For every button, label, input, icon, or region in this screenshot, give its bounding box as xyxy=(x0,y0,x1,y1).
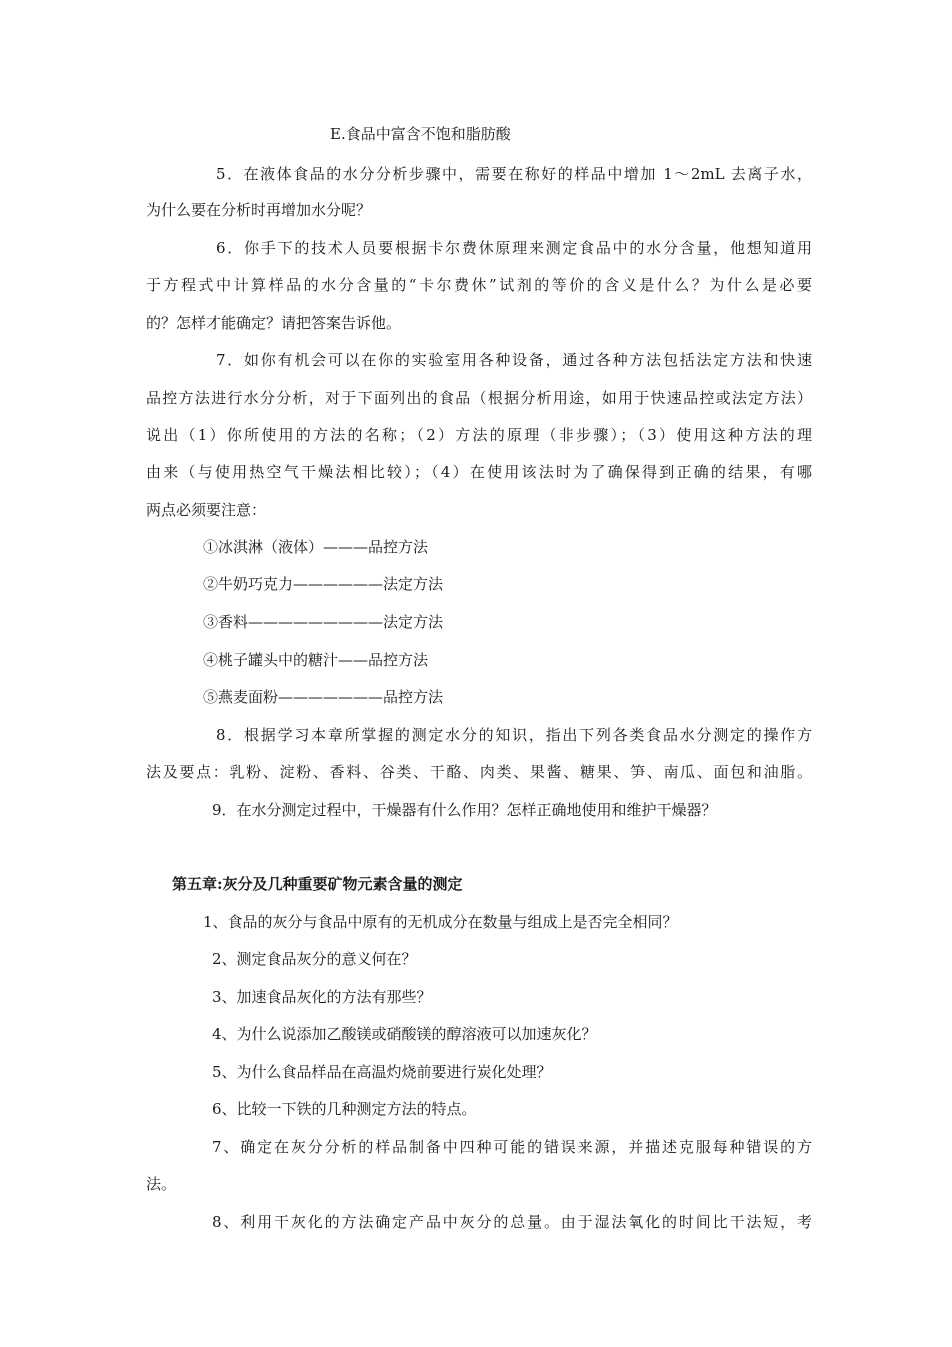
question-7-line-3: 说出（1）你所使用的方法的名称；（2）方法的原理（非步骤）；（3）使用这种方法的理 xyxy=(146,426,812,444)
food-item-1: ①冰淇淋（液体）———品控方法 xyxy=(203,538,429,556)
question-7-line-1: 7．如你有机会可以在你的实验室用各种设备，通过各种方法包括法定方法和快速 xyxy=(216,351,812,369)
chapter-5-question-8-line-1: 8、利用干灰化的方法确定产品中灰分的总量。由于湿法氧化的时间比干法短，考 xyxy=(212,1213,812,1231)
food-item-4: ④桃子罐头中的糖汁——品控方法 xyxy=(203,651,429,669)
chapter-5-question-3: 3、加速食品灰化的方法有那些？ xyxy=(212,988,432,1006)
chapter-5-heading: 第五章:灰分及几种重要矿物元素含量的测定 xyxy=(172,875,463,893)
chapter-5-question-7-line-1: 7、确定在灰分分析的样品制备中四种可能的错误来源，并描述克服每种错误的方 xyxy=(212,1138,812,1156)
chapter-5-question-6: 6、比较一下铁的几种测定方法的特点。 xyxy=(212,1100,477,1118)
question-5-line-2: 为什么要在分析时再增加水分呢？ xyxy=(146,201,372,219)
chapter-5-question-4: 4、为什么说添加乙酸镁或硝酸镁的醇溶液可以加速灰化？ xyxy=(212,1025,597,1043)
chapter-5-question-2: 2、测定食品灰分的意义何在？ xyxy=(212,950,417,968)
chapter-5-question-7-line-2: 法。 xyxy=(146,1175,177,1193)
question-8-line-2: 法及要点：乳粉、淀粉、香料、谷类、干酪、肉类、果酱、糖果、笋、南瓜、面包和油脂。 xyxy=(146,763,812,781)
question-5-line-1: 5．在液体食品的水分分析步骤中，需要在称好的样品中增加 1～2mL 去离子水， xyxy=(216,165,812,183)
question-7-line-2: 品控方法进行水分分析，对于下面列出的食品（根据分析用途，如用于快速品控或法定方法） xyxy=(146,389,812,407)
chapter-5-question-5: 5、为什么食品样品在高温灼烧前要进行炭化处理？ xyxy=(212,1063,552,1081)
food-item-2: ②牛奶巧克力——————法定方法 xyxy=(203,575,444,593)
food-item-5: ⑤燕麦面粉———————品控方法 xyxy=(203,688,444,706)
question-7-line-4: 由来（与使用热空气干燥法相比较）；（4）在使用该法时为了确保得到正确的结果，有哪 xyxy=(146,463,812,481)
food-item-3: ③香料—————————法定方法 xyxy=(203,613,444,631)
question-6-line-2: 于方程式中计算样品的水分含量的“卡尔费休”试剂的等价的含义是什么？为什么是必要 xyxy=(146,276,812,294)
question-9: 9．在水分测定过程中，干燥器有什么作用？怎样正确地使用和维护干燥器？ xyxy=(212,801,717,819)
question-7-line-5: 两点必须要注意： xyxy=(146,501,267,519)
question-6-line-1: 6．你手下的技术人员要根据卡尔费休原理来测定食品中的水分含量，他想知道用 xyxy=(216,239,812,257)
question-6-line-3: 的？怎样才能确定？请把答案告诉他。 xyxy=(146,314,402,332)
option-e: E.食品中富含不饱和脂肪酸 xyxy=(330,125,511,143)
question-8-line-1: 8．根据学习本章所掌握的测定水分的知识，指出下列各类食品水分测定的操作方 xyxy=(216,726,812,744)
chapter-5-question-1: 1、食品的灰分与食品中原有的无机成分在数量与组成上是否完全相同？ xyxy=(203,913,678,931)
